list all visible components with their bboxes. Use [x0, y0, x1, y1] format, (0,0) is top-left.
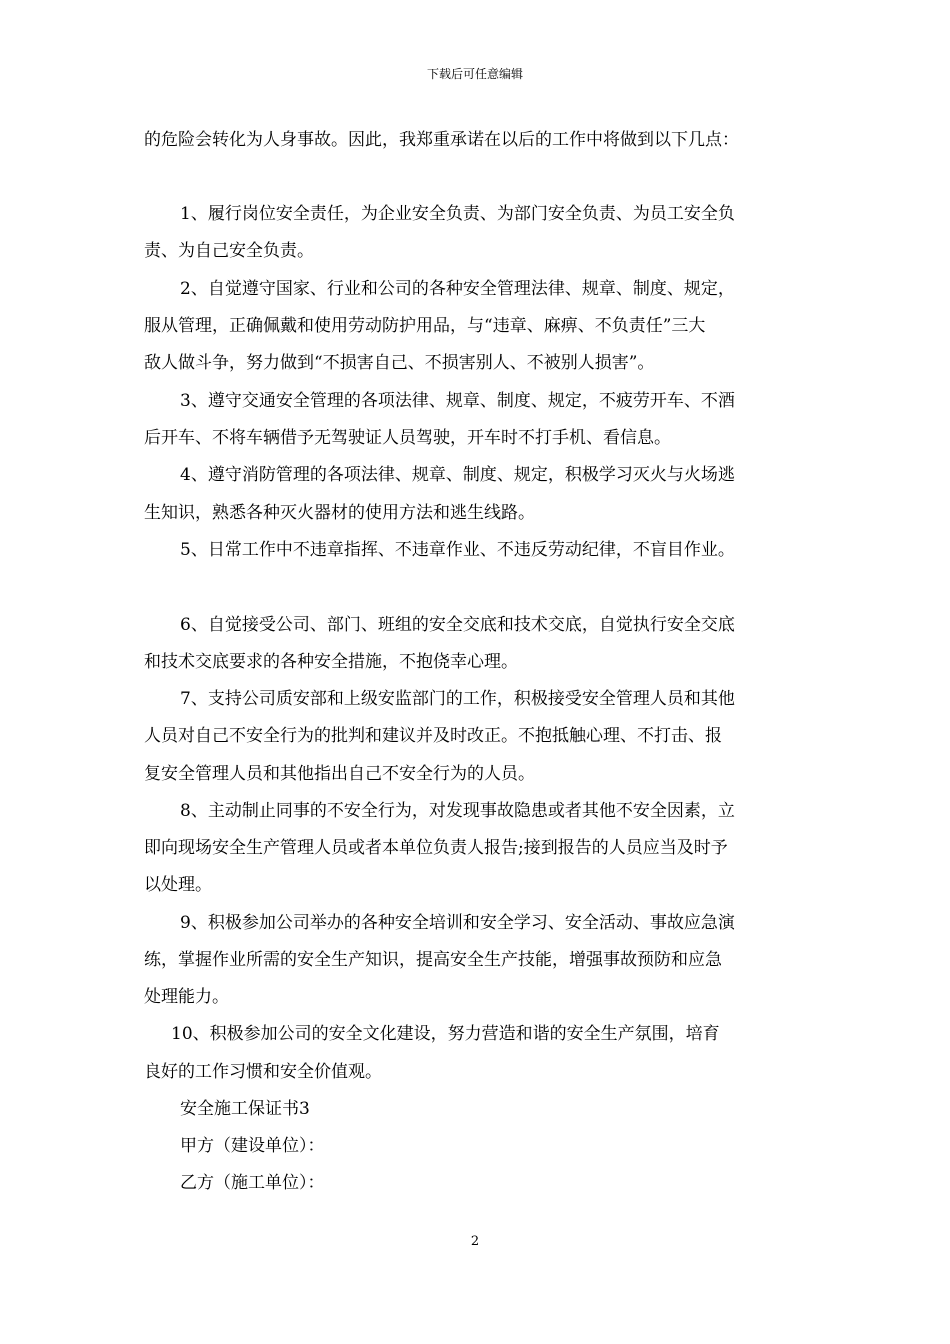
- page-number: 2: [470, 1234, 480, 1249]
- page-header: 下载后可任意编辑: [426, 67, 523, 81]
